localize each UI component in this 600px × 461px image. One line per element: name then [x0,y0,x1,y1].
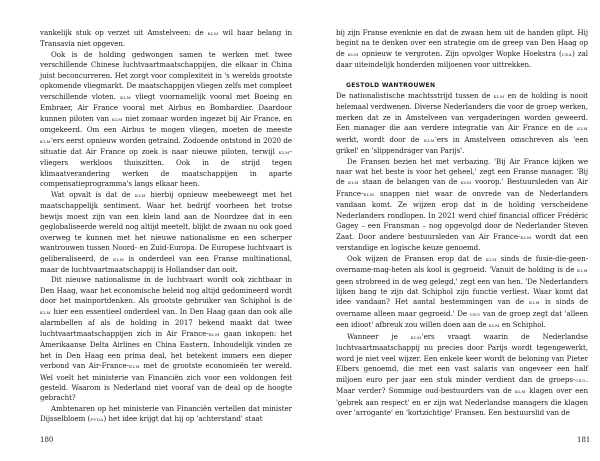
acronym: klm [111,116,123,123]
paragraph: Dit nieuwe nationalisme in de luchtvaart wordt ook zichtbaar in Den Haag, waar het economische beleid nog altijd gedomineerd wordt door het mainportdenken. Als grootste gebruiker van Schiphol is de klm hier een essentieel onderdeel van. In Den Haag gaan dan ook alle alarmbellen af als de holding in 2017 bekend maakt dat twee luchtvaartmaatschappijen zich in Air France-klm gaan inkopen: het Amerikaanse Delta Airlines en China Eastern. Inhoudelijk vinden ze het in Den Haag een prima deal, het betekent immers een dieper verbond van Air-France-klm met de grootste economieën ter wereld. Wel voelt het ministerie van Financiën zich voor een voldongen feit gesteld. Waarom is Nederland niet vooraf van de deal op de hoogte gebracht? [40,275,293,403]
page-number: 180 [40,436,54,444]
acronym: klm [207,31,219,37]
acronym: klm [514,389,526,396]
paragraph: vankelijk stuk op verzet uit Amstelveen: de klm wil haar belang in Transavia niet opgeven. [40,28,292,49]
paragraph: De Fransen bezien het met verbazing. 'Bij Air France kijken we naar wat het beste is voor het geheel,' zegt een Franse manager. 'Bij de klm staan de belangen van de klm voorop.' Bestuursleden van Air France-klm snappen niet waar de onvrede van de Nederlanders vandaan komt. Ze wijzen erop dat in de holding verscheidene Nederlanders rondlopen. In 2021 werd chief financial officer Frédéric Gagey – een Fransman – nog opgevolgd door de Nederlander Steven Zaat. Door andere bestuursleden van Air France-klm wordt dat een verstandige en logische keuze genoemd. [336,156,588,253]
acronym: klm [488,323,500,330]
acronym: ceo [575,377,586,384]
acronym: klm [485,256,497,263]
acronym: klm [424,137,435,144]
acronym: klm [113,256,125,263]
acronym: cda [561,51,573,58]
paragraph: Ook wijzen de Fransen erop dat de klm sinds de fusie-die-geen-overname-mag-heten als kool is gegroeid. 'Vanuit de holding is de klm geen strobreed in de weg gelegd,' zegt een van hen. 'De Nederlanders lijken bang te zijn dat Schiphol zijn functie verliest. Waar komt dat idee vandaan? Het aantal bestemmingen van de klm is sinds de overname alleen maar gegroeid.' De ceo van de groep zegt dat 'alleen een idioot' afbreuk zou willen doen aan de klm en Schiphol. [336,253,588,330]
acronym: klm [520,234,532,241]
acronym: pvda [90,417,104,424]
acronym: klm [577,268,588,275]
section-heading: GESTOLD WANTROUWEN [346,81,436,89]
right-page-text [336,28,588,418]
paragraph: De nationalistische machtsstrijd tussen de klm en de holding is nooit helemaal verdwenen. Diverse Nederlanders die voor de groep werken, merken dat ze in Amstelveen van vergaderingen worden geweerd. Een manager die aan verdere integratie van Air France en de klm werkt, wordt door de klm'ers in Amstelveen omschreven als 'een grikel' en 'slippendrager van Parijs'. [336,90,588,156]
acronym: klm [134,192,146,199]
acronym: klm [460,180,472,187]
acronym: klm [208,331,220,338]
paragraph: bij zijn Franse evenknie en dat de zwaan hem uit de handen glipt. Hij begint na te denken over een strategie om de greep van Den Haag op de klm opnieuw te vergroten. Zijn opvolger Wopke Hoekstra (cda) zal daar uiteindelijk honderden miljoenen voor uittrekken. [336,28,588,70]
acronym: klm [347,51,359,58]
acronym: klm [120,94,132,101]
acronym: klm [129,364,140,371]
acronym: klm [40,138,51,145]
paragraph: Wat opvalt is dat de klm hierbij opnieuw meebeweegt met het maatschappelijk sentiment. Waar het bedrijf voorheen het trotse bewijs moest zijn van een klein land aan de Noordzee dat in een geglobaliseerde wereld nog altijd meetelt, blijkt de zwaan nu ook goed overweg te kunnen met het nieuwe nationalisme en een scherper wantrouwen tussen Noord- en Zuid-Europa. De Europese luchtvaart is geliberaliseerd, de klm is onderdeel van een Franse multinational, maar de luchtvaartmaatschappij is Hollandser dan ooit. [40,189,292,274]
acronym: klm [577,126,588,133]
acronym: klm [363,191,375,198]
page-number: 181 [577,436,591,444]
acronym: klm [410,334,422,341]
left-page-text [40,28,292,426]
right-page [300,0,600,461]
acronym: ceo [469,311,481,318]
acronym: klm [347,180,359,187]
paragraph: Ambtenaren op het ministerie van Financiën vertellen dat minister Dijsselbloem (pvda) het idee krijgt dat hij op 'achterstand' staat [40,403,292,424]
acronym: klm [493,93,505,100]
acronym: klm [40,309,51,316]
paragraph: Wanneer je klm'ers vraagt waarin de Nederlandse luchtvaartmaatschappij nu precies door Parijs wordt tegengewerkt, word je niet veel wijzer. Een enkele keer wordt de beloning van Pieter Elbers genoemd, die met een vast salaris van ongeveer een half miljoen euro per jaar een stuk minder verdient dan de groeps-ceo. Maar verder? Sommige oud-bestuurders van de klm klagen over een 'gebrek aan respect' en er zijn wat Nederlandse managers die klagen over 'arrogante' en 'kortzichtige' Fransen. Een bestuurslid van de [336,331,589,417]
acronym: klm [278,149,290,156]
acronym: klm [529,300,540,307]
paragraph: Ook is de holding gedwongen samen te werken met twee verschillende Chinese luchtvaartmaatschappijen, die elkaar in China juist beconcurreren. Het zorgt voor complexiteit in 's werelds grootste opkomende vliegmarkt. De maatschappijen vliegen zelfs met compleet verschillende vloten. klm vliegt voornamelijk vooral met Boeing en Embraer, Air France vooral met Airbus en Bombardier. Daardoor kunnen piloten van klm niet zomaar worden ingezet bij Air France, en omgekeerd. Om een Airbus te mogen vliegen, moeten de meeste klm'ers eerst opnieuw worden getraind. Zodoende ontstond in 2020 de situatie dat Air France op zoek is naar nieuwe piloten, terwijl klm-vliegers werkloos thuiszitten. Ook in de strijd tegen klimaatverandering werken de maatschappijen in aparte compensatieprogramma's langs elkaar heen. [40,49,293,189]
